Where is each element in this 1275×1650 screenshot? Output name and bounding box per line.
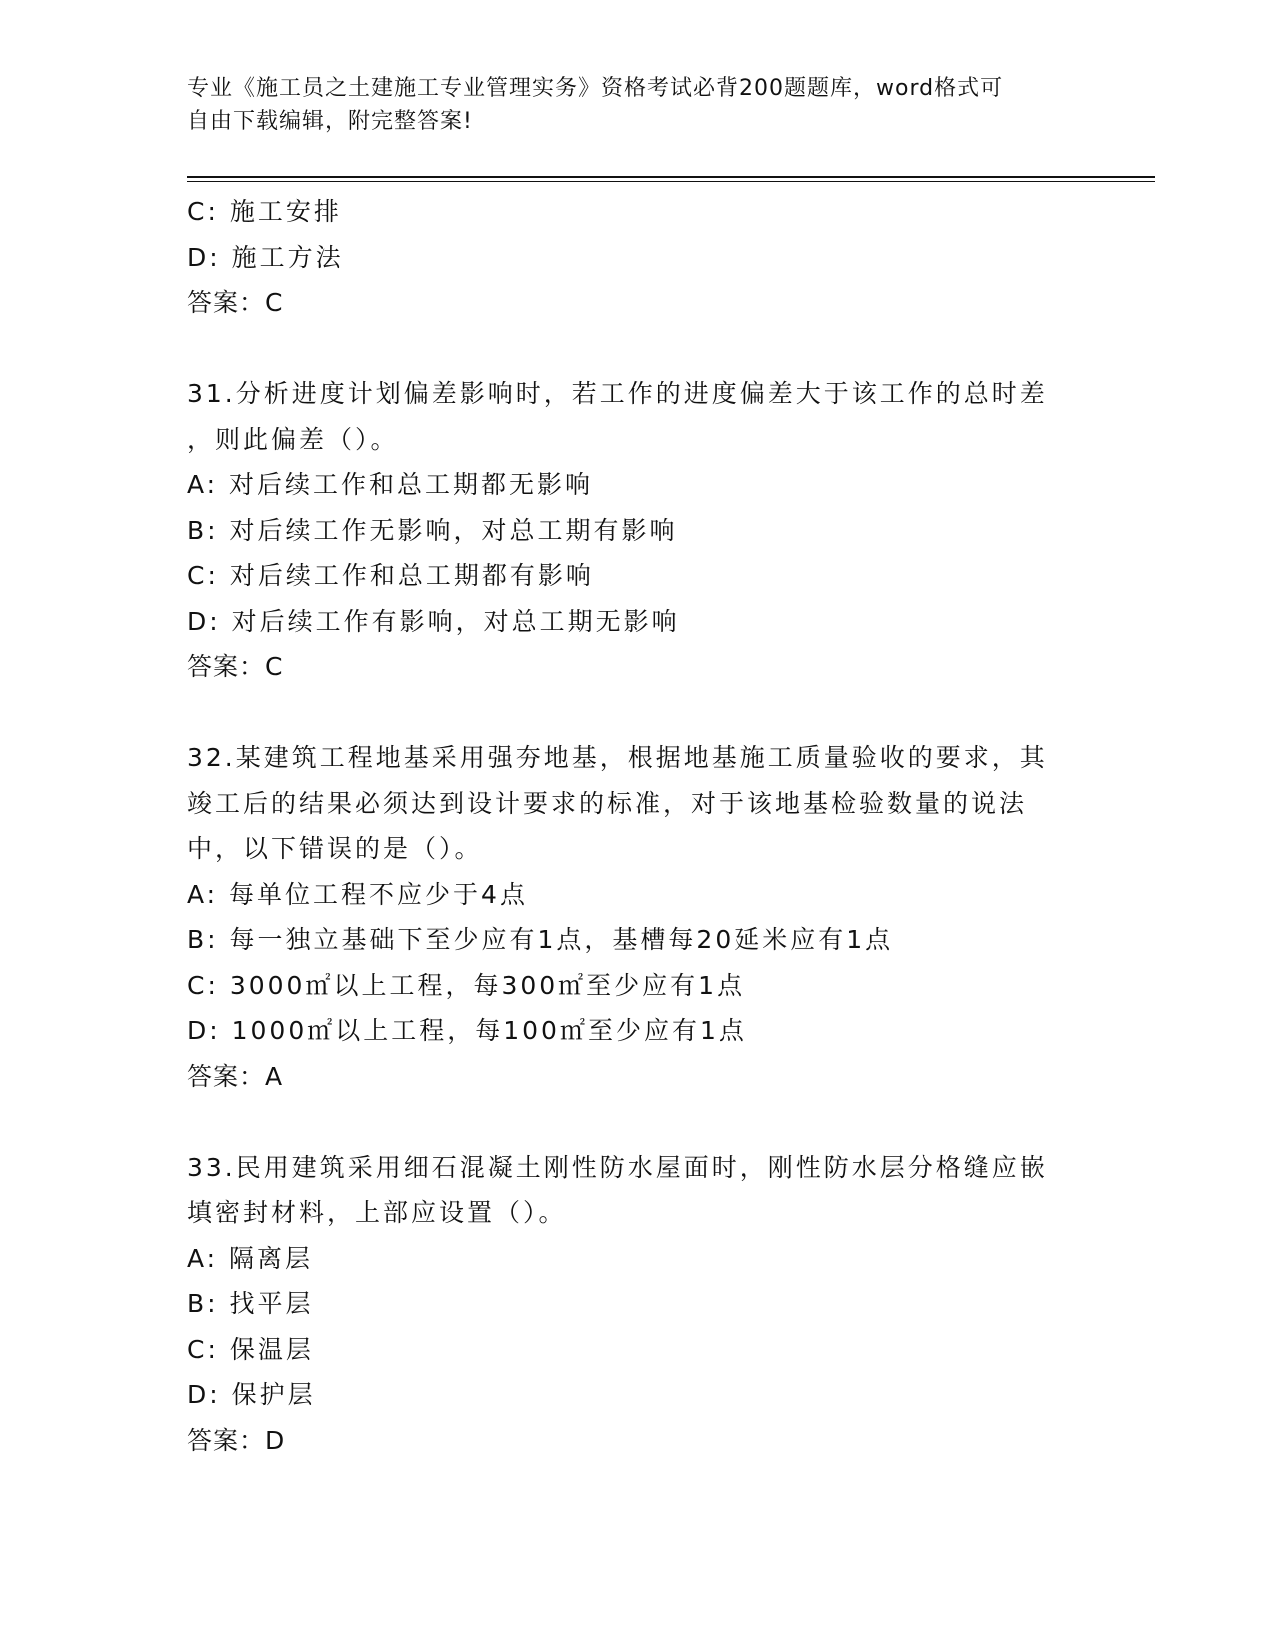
option-c: C: 对后续工作和总工期都有影响 [187,561,594,590]
question-stem-line: 竣工后的结果必须达到设计要求的标准，对于该地基检验数量的说法 [187,788,1028,818]
question-stem-line: 31.分析进度计划偏差影响时，若工作的进度偏差大于该工作的总时差 [187,379,1048,408]
prev-question [187,189,1087,326]
option-c: C: 保温层 [187,1334,314,1364]
question-stem-line: 33.民用建筑采用细石混凝土刚性防水屋面时，刚性防水层分格缝应嵌 [187,1152,1048,1182]
option-b: B: 对后续工作无影响，对总工期有影响 [187,515,678,545]
question-32 [187,735,1087,1099]
question-31 [187,371,1087,690]
question-stem-line: 填密封材料，上部应设置（）。 [187,1198,567,1227]
header-line-2: 自由下载编辑，附完整答案! [187,109,473,134]
spacer [187,690,1087,736]
option-d: D: 保护层 [187,1380,316,1409]
option-b: B: 找平层 [187,1289,314,1318]
option-d: D: 对后续工作有影响，对总工期无影响 [187,606,680,636]
option-b: B: 每一独立基础下至少应有1点，基槽每20延米应有1点 [187,925,894,954]
answer-label: 答案：C [187,652,284,681]
question-stem-line: 32.某建筑工程地基采用强夯地基，根据地基施工质量验收的要求，其 [187,743,1048,772]
question-stem-line: 中，以下错误的是（）。 [187,834,483,863]
option-d: D: 1000㎡以上工程，每100㎡至少应有1点 [187,1016,747,1045]
question-33 [187,1145,1087,1464]
option-d: D: 施工方法 [187,242,344,272]
answer-label: 答案：C [187,288,284,317]
question-stem-line: ，则此偏差（）。 [187,424,399,454]
spacer [187,326,1087,372]
option-a: A: 隔离层 [187,1243,314,1273]
spacer [187,1099,1087,1145]
answer-label: 答案：D [187,1425,286,1455]
option-a: A: 每单位工程不应少于4点 [187,879,528,909]
option-a: A: 对后续工作和总工期都无影响 [187,470,594,499]
page-header [187,72,1067,138]
header-divider-thin [187,181,1155,182]
option-c: C: 3000㎡以上工程，每300㎡至少应有1点 [187,970,746,1000]
question-list [187,189,1087,1463]
header-divider [187,176,1155,178]
answer-label: 答案：A [187,1061,284,1091]
header-line-1: 专业《施工员之土建施工专业管理实务》资格考试必背200题题库，word格式可 [187,76,1004,101]
option-c: C: 施工安排 [187,197,342,226]
